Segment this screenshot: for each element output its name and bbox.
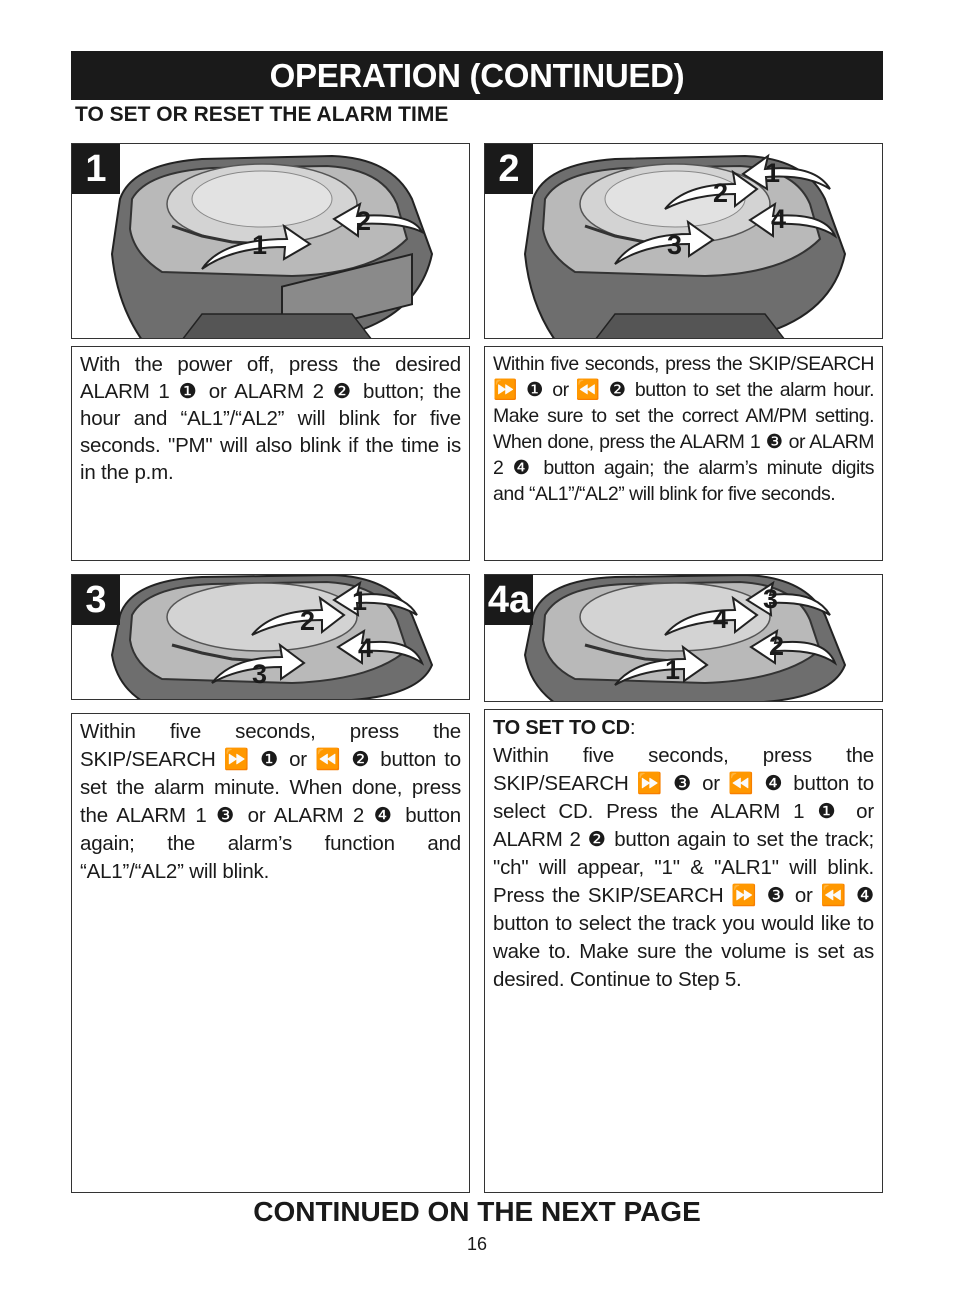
page-number: 16 xyxy=(466,1234,488,1254)
arrow-1-number: 1 xyxy=(665,655,681,685)
step-3-badge: 3 xyxy=(72,575,120,625)
page-banner: OPERATION (CONTINUED) xyxy=(71,51,883,100)
step-2-illustration xyxy=(484,143,883,339)
arrow-3-number: 3 xyxy=(252,659,268,689)
step-4a-subheading: TO SET TO CD xyxy=(493,717,630,739)
step-1-instructions: With the power off, press the desired ALARM 1 ❶ or ALARM 2 ❷ button; the hour and “AL1”/“AL2” will blink for five seconds. "PM" will also blink if the time is in the p.m. xyxy=(71,346,470,561)
arrow-2-number: 2 xyxy=(356,206,372,236)
step-1-illustration xyxy=(71,143,470,339)
section-title: TO SET OR RESET THE ALARM TIME xyxy=(75,103,449,126)
arrow-2-number: 2 xyxy=(300,606,316,636)
arrow-4-number: 4 xyxy=(771,204,787,234)
arrow-3-number: 3 xyxy=(763,584,779,614)
arrow-1-number: 1 xyxy=(252,230,268,260)
step-3-illustration xyxy=(71,574,470,700)
step-4a-illustration xyxy=(484,574,883,702)
step-1-badge: 1 xyxy=(72,144,120,194)
arrow-1-number: 1 xyxy=(765,158,781,188)
cd-player-body-illustration xyxy=(112,575,432,700)
step-4a-subheading-colon: : xyxy=(629,716,636,739)
arrow-1-number: 1 xyxy=(352,586,368,616)
arrow-4-number: 4 xyxy=(358,633,374,663)
continued-notice: CONTINUED ON THE NEXT PAGE xyxy=(253,1196,701,1227)
cd-player-body-illustration xyxy=(525,156,845,339)
arrow-3-number: 3 xyxy=(667,230,683,260)
arrow-4-number: 4 xyxy=(713,604,729,634)
arrow-2-number: 2 xyxy=(769,631,785,661)
step-4a-instructions xyxy=(484,709,883,1193)
step-2-instructions: Within five seconds, press the SKIP/SEARCH ⏩ ❶ or ⏪ ❷ button to set the alarm hour. Make sure to set the correct AM/PM setting. When done, press the ALARM 1 ❸ or ALARM 2 ❹ button again; the alarm’s minute digits and “AL1”/“AL2” will blink for five seconds. xyxy=(484,346,883,561)
step-3-instructions: Within five seconds, press the SKIP/SEARCH ⏩ ❶ or ⏪ ❷ button to set the alarm minute. When done, press the ALARM 1 ❸ or ALARM 2 ❹ button again; the alarm’s function and “AL1”/“AL2” will blink. xyxy=(71,713,470,1193)
step-2-badge: 2 xyxy=(485,144,533,194)
step-4a-body: Within five seconds, press the SKIP/SEARCH ⏩ ❸ or ⏪ ❹ button to select CD. Press the ALARM 1 ❶ or ALARM 2 ❷ button again to set the track; "ch" will appear, "1" & "ALR1" will blink. Press the SKIP/SEARCH ⏩ ❸ or ⏪ ❹ button to select the track you would like to wake to. Make sure the volume is set as desired. Continue to Step 5. xyxy=(493,744,874,991)
arrow-2-number: 2 xyxy=(713,178,729,208)
step-4a-subheading-line xyxy=(493,714,874,742)
step-4a-badge: 4a xyxy=(485,575,533,625)
